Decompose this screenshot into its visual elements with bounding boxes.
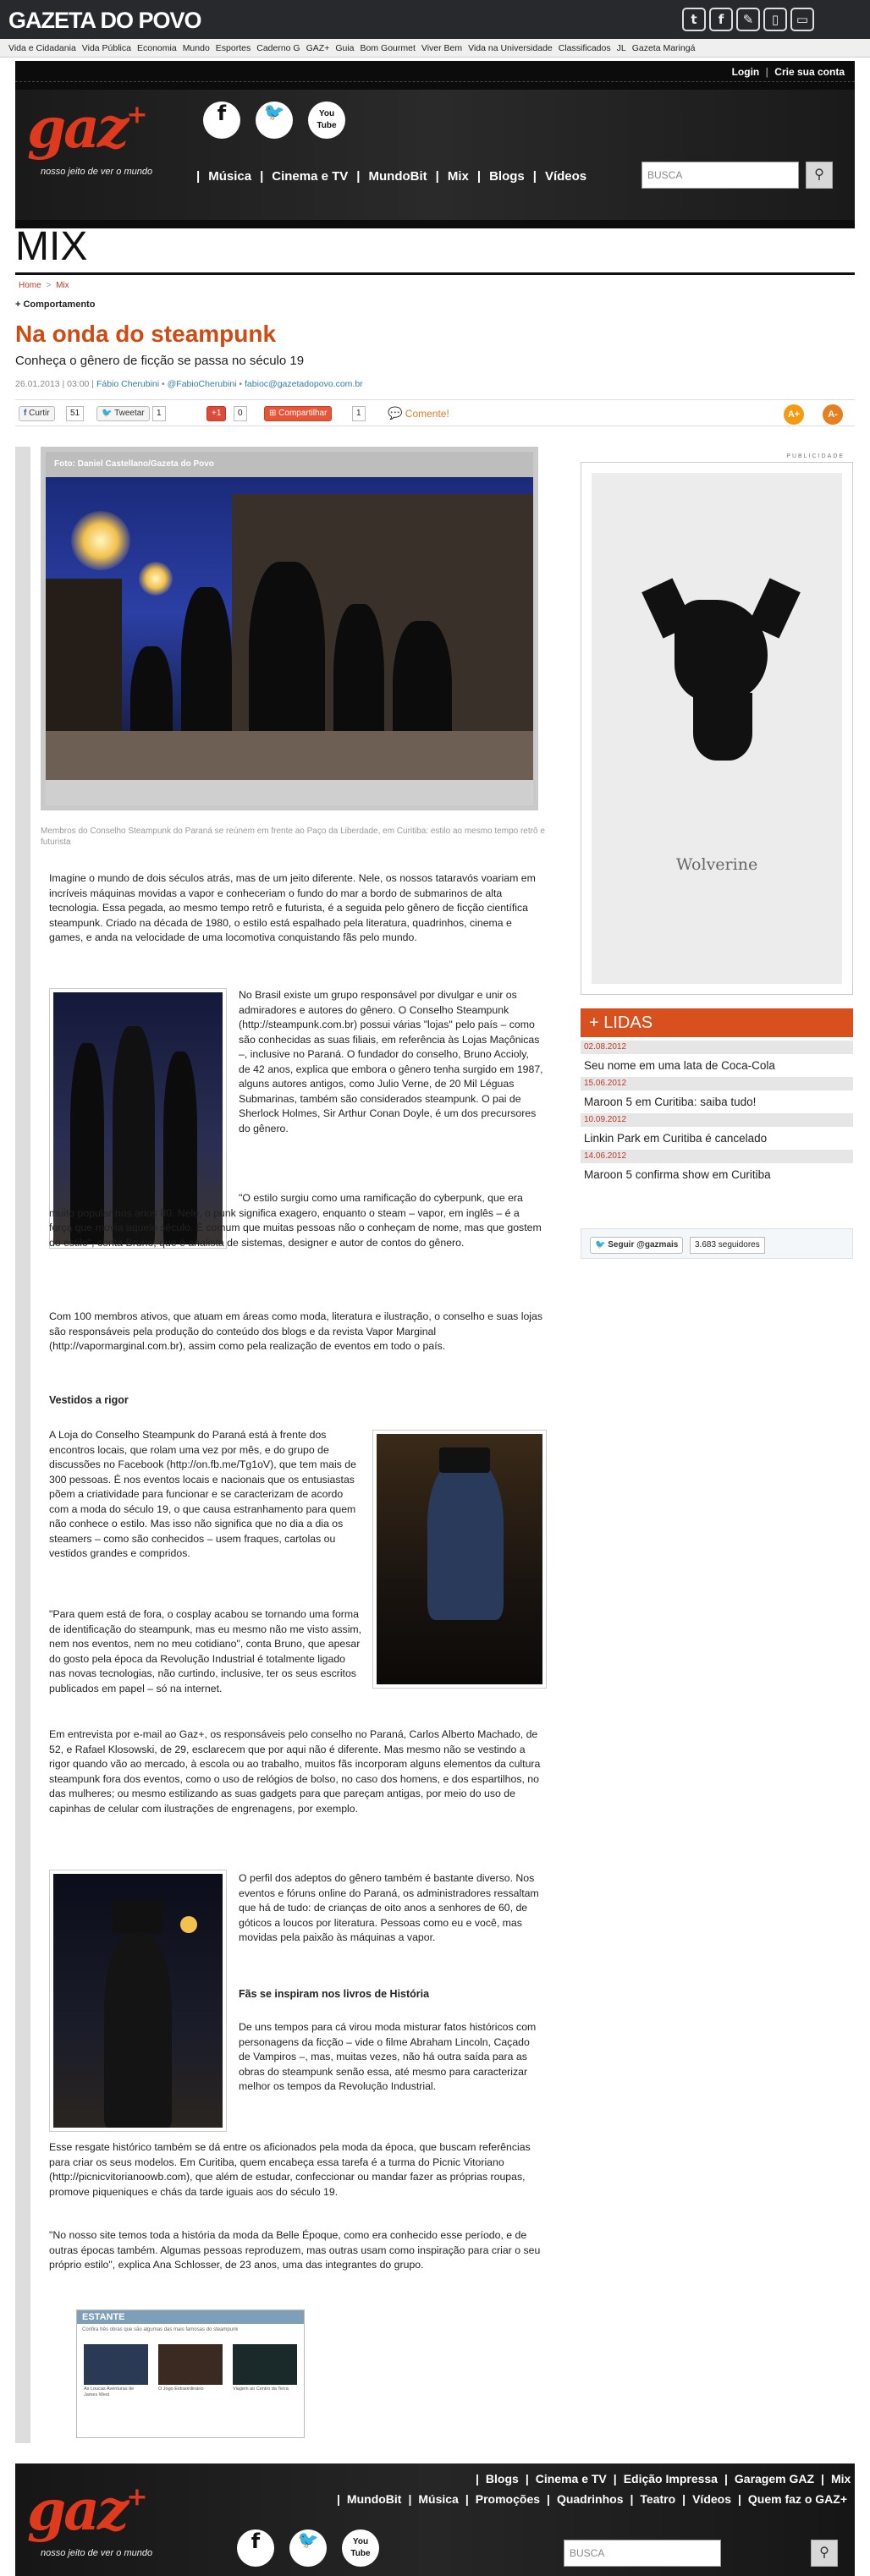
paragraph: "No nosso site temos toda a história da moda da Belle Époque, como era conhecido esse período, e de outras épocas também. Algumas pessoas reproduzem, mas outras usam como inspiração para criar o seu próprio estilo", explica Ana Schlosser, de 23 anos, uma das integrantes do grupo. bbox=[49, 2229, 541, 2271]
main-photo-box bbox=[41, 447, 538, 810]
gaz-nav-item-2[interactable]: MundoBit bbox=[368, 169, 427, 184]
photo-ground bbox=[46, 731, 533, 780]
mobile-icon[interactable]: ▯ bbox=[763, 8, 787, 31]
youtube-tube: Tube bbox=[350, 2549, 371, 2558]
ad-silhouette-jaw bbox=[693, 693, 752, 761]
gaz-nav-item-5[interactable]: Vídeos bbox=[544, 169, 587, 184]
nav-separator: | bbox=[682, 2492, 686, 2506]
facebook-like-button[interactable] bbox=[19, 406, 55, 421]
share-button[interactable] bbox=[264, 406, 332, 421]
facebook-icon[interactable]: f bbox=[709, 8, 733, 31]
footer-nav-item-1[interactable]: Cinema e TV bbox=[535, 2472, 607, 2485]
gazeta-nav-item-9[interactable]: Viver Bem bbox=[421, 43, 463, 53]
inline-photo-steampunk[interactable] bbox=[372, 1430, 547, 1689]
nav-separator: | bbox=[465, 2492, 469, 2506]
twitter-follow-box bbox=[581, 1228, 853, 1259]
author-email-link[interactable]: fabioc@gazetadopovo.com.br bbox=[245, 379, 363, 389]
footer-nav-item-0[interactable]: MundoBit bbox=[346, 2492, 402, 2506]
twitter-bird-icon: 🐦 bbox=[102, 409, 113, 418]
nav-separator: | bbox=[532, 169, 537, 184]
nav-separator: | bbox=[630, 2492, 634, 2506]
youtube-icon[interactable] bbox=[308, 102, 345, 139]
estante-desc: Confira três obras que são algumas das mais famosas do steampunk bbox=[82, 2327, 239, 2332]
gaz-logo[interactable] bbox=[27, 95, 146, 161]
gaz-nav bbox=[196, 169, 595, 184]
ad-label: PUBLICIDADE bbox=[784, 453, 847, 459]
google-plus-button[interactable]: +1 bbox=[206, 406, 226, 421]
nav-separator: | bbox=[435, 169, 439, 184]
paragraph: O perfil dos adeptos do gênero também é bastante diverso. Nos eventos e fóruns online do Paraná, os administradores ressaltam que há de tudo: de crianças de oito anos a senhores de 60, de góticos a loucos por literatura. Pessoas como eu e você, mas movidas pela paixão às máquinas a vapor. bbox=[239, 1872, 539, 1943]
book-title: As Loucas Aventuras de James West bbox=[84, 2387, 135, 2397]
nav-separator: | bbox=[337, 2492, 340, 2506]
gazeta-nav-item-10[interactable]: Vida na Universidade bbox=[468, 43, 553, 53]
youtube-icon[interactable] bbox=[342, 2529, 379, 2567]
paragraph: A Loja do Conselho Steampunk do Paraná está à frente dos encontros locais, que rolam uma vez por mês, e do grupo de discussões no Facebook (http://on.fb.me/Tg1oV), que tem mais de 300 pessoas. É nos eventos locais e nacionais que os entusiastas põem a criatividade para funcionar e se caracterizam de acordo com a moda do século 19, o que causa estranhamento para quem não conhece o estilo. Mas isso não significa que no dia a dia os steamers – como são conhecidos – usem fraques, cartolas ou vestidos grandes e compridos. bbox=[49, 1429, 356, 1559]
breadcrumb bbox=[19, 281, 69, 290]
twitter-bird-icon[interactable]: 🐦 bbox=[289, 2529, 327, 2567]
gazeta-nav-item-7[interactable]: Guia bbox=[335, 43, 355, 53]
footer-nav-primary bbox=[476, 2472, 857, 2485]
gaz-logo-text: gaz bbox=[27, 95, 127, 161]
comment-label: Comente! bbox=[405, 408, 449, 420]
comment-link[interactable] bbox=[388, 406, 449, 420]
tweet-button[interactable] bbox=[96, 406, 150, 421]
paragraph: Esse resgate histórico também se dá entre os aficionados pela moda da época, que buscam referências para criar os seus modelos. Em Curitiba, quem encabeça essa tarefa é a turma do Picnic Vitoriano (http://picnicvitorianoowb.com), que além de estudar, confeccionar ou mandar fazer as próprias roupas, promove piqueniques e chás da tarde iguais aos do século 19. bbox=[49, 2141, 531, 2198]
most-read-date: 02.08.2012 bbox=[581, 1041, 853, 1054]
footer-nav-item-0[interactable]: Blogs bbox=[485, 2472, 519, 2485]
gplus-count: 0 bbox=[234, 406, 247, 421]
paragraph: Com 100 membros ativos, que atuam em áreas como moda, literatura e ilustração, o conselho e suas lojas são responsáveis pela produção do conteúdo dos blogs e da revista Vapor Marginal (http://vapormarginal.com.br), assim como pela realização de eventos em todo o país. bbox=[49, 1310, 543, 1352]
most-read-date: 10.09.2012 bbox=[581, 1113, 853, 1127]
photo-lamp bbox=[71, 511, 130, 570]
most-read-date: 15.06.2012 bbox=[581, 1077, 853, 1090]
facebook-icon: f bbox=[24, 409, 27, 418]
like-count: 51 bbox=[66, 406, 84, 421]
breadcrumb-home[interactable]: Home bbox=[19, 281, 41, 290]
comment-icon: 💬 bbox=[388, 406, 403, 420]
most-read-link[interactable]: Maroon 5 em Curitiba: saiba tudo! bbox=[584, 1096, 757, 1108]
photo-lamp bbox=[139, 562, 173, 596]
nav-separator: | bbox=[196, 169, 201, 184]
gaz-nav-item-1[interactable]: Cinema e TV bbox=[272, 169, 349, 184]
breadcrumb-mix[interactable]: Mix bbox=[56, 281, 69, 290]
footer-nav-item-2[interactable]: Promoções bbox=[475, 2492, 541, 2506]
ad-image bbox=[592, 473, 842, 984]
gazeta-nav-item-2[interactable]: Economia bbox=[136, 43, 177, 53]
photo-tophat bbox=[113, 1899, 163, 1933]
nav-separator: | bbox=[356, 169, 361, 184]
search-icon[interactable]: ⚲ bbox=[806, 162, 833, 189]
photo-ornament bbox=[46, 780, 533, 805]
top-bar bbox=[0, 0, 870, 39]
nav-separator: | bbox=[408, 2492, 412, 2506]
tablet-icon[interactable]: ▭ bbox=[790, 8, 814, 31]
share-count: 1 bbox=[352, 406, 366, 421]
twitter-bird-icon: 🐦 bbox=[595, 1240, 606, 1250]
paragraph: "Para quem está de fora, o cosplay acabou se tornando uma forma de identificação do steampunk, mas eu mesmo não me visto assim, nem nos eventos, nem no meu cotidiano", conta Bruno, que apesar do gosto pela época da Revolução Industrial é totalmente ligado nas novas tecnologias, não curtindo, inclusive, ter os seus escritos publicados em papel – só na internet. bbox=[49, 1608, 362, 1694]
main-photo[interactable] bbox=[46, 477, 533, 780]
share-bar bbox=[15, 399, 855, 426]
account-links: Login | Crie sua conta bbox=[731, 66, 845, 78]
gazeta-nav-item-11[interactable]: Classificados bbox=[558, 43, 611, 53]
search-icon[interactable]: ⚲ bbox=[811, 2540, 838, 2567]
header-divider bbox=[15, 81, 855, 82]
photo-hat bbox=[439, 1447, 490, 1473]
login-link[interactable]: Login bbox=[731, 66, 760, 78]
paragraph: Em entrevista por e-mail ao Gaz+, os responsáveis pelo conselho no Paraná, Carlos Alberto Machado, de 52, e Rafael Klosowski, de 29, esclarecem que por aqui não é diferente. Mas mesmo não se vestindo a rigor quando vão ao mercado, à escola ou ao trabalho, muitos fãs incorporam alguns elementos da cultura steampunk fora dos eventos, como o uso de relógios de bolso, no caso dos homens, e dos espartilhos, no das mulheres; ou mesmo estilizando as suas gadgets para que pareçam antigas, por meio do uso de capinhas de celular com ilustrações de engrenagens, por exemplo. bbox=[49, 1728, 541, 1815]
gaz-logo-plus: + bbox=[126, 100, 146, 129]
breadcrumb-sep: > bbox=[46, 281, 52, 290]
twitter-follow-button[interactable] bbox=[590, 1237, 683, 1254]
book-cover bbox=[233, 2344, 297, 2385]
article-date: 26.01.2013 | 03:00 | bbox=[15, 379, 95, 389]
gaz-nav-item-3[interactable]: Mix bbox=[447, 169, 469, 184]
footer bbox=[15, 2463, 855, 2576]
estante-box[interactable] bbox=[76, 2310, 305, 2438]
share-label: Compartilhar bbox=[278, 409, 328, 418]
footer-nav-item-1[interactable]: Música bbox=[418, 2492, 459, 2506]
header-search-input[interactable]: BUSCA bbox=[641, 162, 799, 189]
font-decrease-button[interactable]: A- bbox=[823, 404, 843, 425]
gaz-nav-item-4[interactable]: Blogs bbox=[489, 169, 525, 184]
footer-nav-item-2[interactable]: Edição Impressa bbox=[623, 2472, 718, 2485]
twitter-icon[interactable]: t bbox=[682, 8, 706, 31]
footer-nav-item-3[interactable]: Quadrinhos bbox=[556, 2492, 624, 2506]
article-section: + Comportamento bbox=[15, 299, 96, 310]
gazeta-logo[interactable]: GAZETA DO POVO bbox=[8, 8, 201, 33]
paragraph: Imagine o mundo de dois séculos atrás, mas de um jeito diferente. Nele, os nossos tataravós voariam em incríveis máquinas movidas a vapor e conheceriam o fundo do mar a bordo de submarinos de alta tecnologia. Essa pegada, ao mesmo tempo retrô e futurista, é a seguida pelo gênero de ficção científica steampunk. Criado na década de 1980, o estilo está espalhado pela literatura, quadrinhos, cinema e games, e anda na velocidade de uma locomotiva conquistando fãs pelo mundo. bbox=[49, 872, 536, 943]
nav-separator: | bbox=[476, 2472, 479, 2485]
gazeta-nav-item-4[interactable]: Esportes bbox=[215, 43, 251, 53]
facebook-icon[interactable]: f bbox=[237, 2529, 274, 2567]
photo-steampunk-image bbox=[377, 1434, 542, 1684]
gaz-header bbox=[15, 61, 855, 228]
article-byline: 26.01.2013 | 03:00 | Fábio Cherubini • @FabioCherubini • fabioc@gazetadopovo.com.br bbox=[15, 379, 363, 389]
paragraph: De uns tempos para cá virou moda misturar fatos históricos com personagens da ficção – vide o filme Abraham Lincoln, Caçado de Vampiros –, mas, muitas vezes, não há outra saída para as obras do steampunk senão essa, até mesmo para caracterizar melhor os tempos da Revolução Industrial. bbox=[239, 2021, 537, 2092]
photo-caption: Membros do Conselho Steampunk do Paraná se reúnem em frente ao Paço da Liberdade, em Curitiba: estilo ao mesmo tempo retrô e futurista bbox=[41, 827, 545, 847]
nav-separator: | bbox=[547, 2492, 550, 2506]
gazeta-nav-item-13[interactable]: Gazeta Maringá bbox=[631, 43, 696, 53]
twitter-bird-icon[interactable]: 🐦 bbox=[256, 102, 293, 139]
nav-separator: | bbox=[260, 169, 264, 184]
photo-credit: Foto: Daniel Castellano/Gazeta do Povo bbox=[46, 452, 533, 477]
footer-nav-item-4[interactable]: Mix bbox=[830, 2472, 851, 2485]
inline-photo-gentleman[interactable] bbox=[49, 1870, 227, 2132]
book-cover bbox=[84, 2344, 148, 2385]
youtube-tube: Tube bbox=[317, 121, 337, 130]
paragraph: No Brasil existe um grupo responsável por divulgar e unir os admiradores e autores do gênero. O Conselho Steampunk (http://steampunk.com.br) possui várias "lojas" pelo país – como são conhecidas as suas filiais, em referência às Lojas Maçônicas –, inclusive no Paraná. O fundador do conselho, Bruno Accioly, de 42 anos, explica que embora o gênero tenha surgido em 1987, alguns autores antigos, como Julio Verne, de 20 Mil Léguas Submarinas, também são considerados steampunk. O pai de Sherlock Holmes, Sir Arthur Conan Doyle, é um dos precursores do gênero. bbox=[239, 989, 543, 1134]
font-increase-button[interactable]: A+ bbox=[784, 404, 804, 425]
gaz-logo-text: gaz bbox=[27, 2477, 127, 2543]
book-title: O Jogo Extraordinário bbox=[158, 2387, 204, 2392]
nav-separator: | bbox=[525, 2472, 529, 2485]
most-read-title: + LIDAS bbox=[581, 1008, 853, 1037]
book-title: Viagem ao Centro da Terra bbox=[233, 2387, 289, 2392]
gaz-nav-item-0[interactable]: Música bbox=[208, 169, 252, 184]
author-link[interactable]: Fábio Cherubini bbox=[96, 379, 160, 389]
gaz-tagline: nosso jeito de ver o mundo bbox=[41, 167, 153, 177]
like-label: Curtir bbox=[29, 409, 50, 418]
gazeta-nav-item-5[interactable]: Caderno G bbox=[256, 43, 300, 53]
nav-separator: | bbox=[724, 2472, 728, 2485]
gazeta-nav-item-6[interactable]: GAZ+ bbox=[306, 43, 330, 53]
footer-nav-item-6[interactable]: Quem faz o GAZ+ bbox=[747, 2492, 847, 2506]
photo-figure bbox=[427, 1459, 504, 1620]
section-rule bbox=[15, 272, 855, 275]
photo-gentleman-image bbox=[53, 1874, 223, 2128]
tweet-label: Tweetar bbox=[114, 409, 145, 418]
subheading: Fãs se inspiram nos livros de História bbox=[239, 1988, 430, 2000]
gazeta-nav-item-3[interactable]: Mundo bbox=[182, 43, 210, 53]
gaz-logo-plus: + bbox=[126, 2482, 146, 2512]
most-read-date: 14.06.2012 bbox=[581, 1150, 853, 1163]
gazeta-nav-item-8[interactable]: Bom Gourmet bbox=[360, 43, 416, 53]
footer-nav-item-3[interactable]: Garagem GAZ bbox=[734, 2472, 815, 2485]
most-read-link[interactable]: Seu nome em uma lata de Coca-Cola bbox=[584, 1059, 775, 1072]
follower-count: 3.683 seguidores bbox=[690, 1237, 765, 1254]
youtube-you: You bbox=[318, 109, 335, 118]
book-cover bbox=[158, 2344, 223, 2385]
ad-box[interactable] bbox=[581, 453, 853, 995]
footer-tagline: nosso jeito de ver o mundo bbox=[41, 2548, 153, 2558]
photo-lamp bbox=[180, 1916, 197, 1933]
footer-nav-item-4[interactable]: Teatro bbox=[640, 2492, 676, 2506]
nav-separator: | bbox=[821, 2472, 824, 2485]
most-read-link[interactable]: Linkin Park em Curitiba é cancelado bbox=[584, 1132, 768, 1145]
share-icon: ⊞ bbox=[269, 409, 277, 418]
most-read-link[interactable]: Maroon 5 confirma show em Curitiba bbox=[584, 1168, 771, 1181]
article-headline: Na onda do steampunk bbox=[15, 321, 277, 347]
follow-label: Seguir @gazmais bbox=[608, 1240, 679, 1250]
gazeta-nav bbox=[0, 39, 870, 58]
nav-separator: | bbox=[476, 169, 482, 184]
nav-separator: | bbox=[738, 2492, 741, 2506]
footer-nav-secondary bbox=[337, 2492, 854, 2506]
tweet-count: 1 bbox=[152, 406, 166, 421]
gazeta-nav-item-0[interactable]: Vida e Cidadania bbox=[8, 43, 76, 53]
subheading: Vestidos a rigor bbox=[49, 1394, 129, 1406]
author-twitter-link[interactable]: @FabioCherubini bbox=[167, 379, 237, 389]
article-subtitle: Conheça o gênero de ficção se passa no século 19 bbox=[15, 354, 305, 368]
ad-title: Wolverine bbox=[675, 855, 758, 874]
footer-search-input[interactable]: BUSCA bbox=[564, 2540, 721, 2567]
footer-nav-item-5[interactable]: Vídeos bbox=[692, 2492, 731, 2506]
section-title: MIX bbox=[15, 224, 88, 269]
facebook-icon[interactable]: f bbox=[203, 102, 240, 139]
most-read-box bbox=[581, 1008, 853, 1183]
gazeta-nav-item-12[interactable]: JL bbox=[616, 43, 626, 53]
blogger-icon[interactable]: ✎ bbox=[736, 8, 760, 31]
gazeta-nav-item-1[interactable]: Vida Pública bbox=[81, 43, 131, 53]
youtube-you: You bbox=[352, 2537, 369, 2546]
footer-gaz-logo[interactable] bbox=[27, 2477, 146, 2543]
create-account-link[interactable]: Crie sua conta bbox=[774, 66, 845, 78]
photo-figure bbox=[104, 1933, 172, 2128]
estante-title: ESTANTE bbox=[77, 2310, 304, 2324]
paragraph: "O estilo surgiu como uma ramificação do cyberpunk, que era muito popular nos anos 80. Nele, o punk significa exagero, enquanto o steam – vapor, em inglês – é a força que movia aquele século. É comum que muitas pessoas não o conheçam de nome, mas que gostem do estilo", conta Bruno, que é analista de sistemas, designer e autor de contos do gênero. bbox=[49, 1192, 542, 1249]
nav-separator: | bbox=[613, 2472, 617, 2485]
